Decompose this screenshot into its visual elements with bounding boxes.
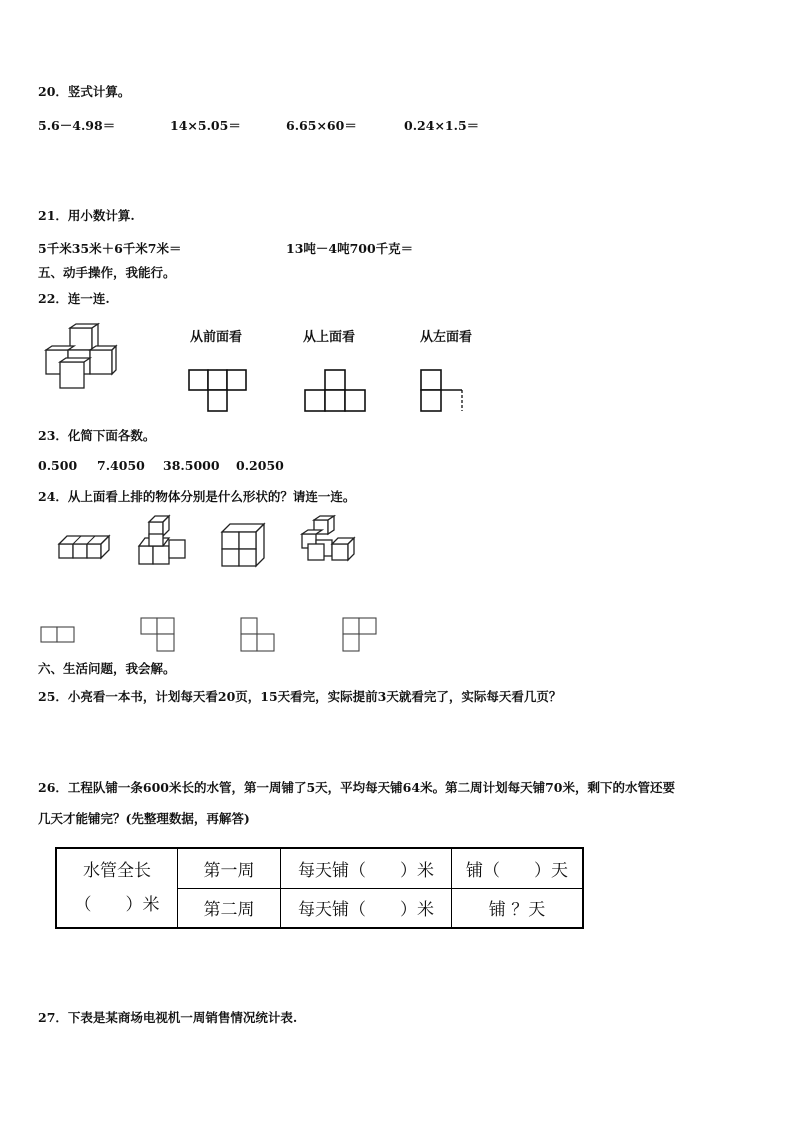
q27-title: 27．下表是某商场电视机一周销售情况统计表. [38,1010,298,1025]
q25-text: 25．小亮看一本书，计划每天看20页，15天看完，实际提前3天就看完了，实际每天看几页？ [38,689,562,704]
q24-top-view-1 [40,626,76,644]
q20-item-1: 5.6－4.98＝ [38,118,116,133]
cell-daily-1: 每天铺（ ）米 [281,848,452,888]
q21-title: 21．用小数计算. [38,208,135,223]
cell-days-2: 铺 ？天 [452,888,584,928]
q22-view-l-shape [420,369,465,413]
q21-item-1: 5千米35米＋6千米7米＝ [38,241,182,256]
q24-solid-2 [135,520,190,568]
q24-solid-4 [300,516,356,566]
section-5-heading: 五、动手操作，我能行。 [38,265,176,280]
q21-item-2: 13吨－4吨700千克＝ [286,241,414,256]
q24-top-view-2 [140,617,176,653]
cell-total-blank: （ ）米 [74,895,160,915]
q20-item-3: 6.65×60＝ [286,118,357,133]
q26-data-table [55,847,584,929]
cell-total-length [56,848,178,928]
q24-solid-1 [55,530,105,570]
q23-item-3: 38.5000 [163,458,220,473]
cell-total-label: 水管全长 [83,861,151,881]
q22-view-inverted-t-shape [305,369,370,413]
q24-solid-3 [220,522,270,568]
q20-item-2: 14×5.05＝ [170,118,241,133]
q20-item-4: 0.24×1.5＝ [404,118,480,133]
cell-week-2: 第二周 [178,888,281,928]
cell-days-1: 铺（ ）天 [452,848,584,888]
q23-item-1: 0.500 [38,458,78,473]
q22-solid-figure [40,322,115,392]
cell-daily-2: 每天铺（ ）米 [281,888,452,928]
view-label-top: 从上面看 [303,330,356,345]
q26-line-2: 几天才能铺完？(先整理数据，再解答) [38,811,250,826]
q23-title: 23．化简下面各数。 [38,428,156,443]
q23-item-4: 0.2050 [236,458,284,473]
view-label-front: 从前面看 [190,330,243,345]
q24-top-view-4 [342,617,378,653]
cell-week-1: 第一周 [178,848,281,888]
q26-line-1: 26．工程队铺一条600米长的水管，第一周铺了5天，平均每天铺64米。第二周计划每天铺70米，剩下的水管还要 [38,780,675,795]
q22-title: 22．连一连. [38,291,110,306]
section-6-heading: 六、生活问题，我会解。 [38,661,176,676]
q23-item-2: 7.4050 [97,458,145,473]
view-label-left: 从左面看 [420,330,473,345]
q24-top-view-3 [240,617,276,653]
q24-title: 24．从上面看上排的物体分别是什么形状的？请连一连。 [38,489,356,504]
q22-view-t-shape [188,369,268,413]
q20-title: 20．竖式计算。 [38,84,131,99]
